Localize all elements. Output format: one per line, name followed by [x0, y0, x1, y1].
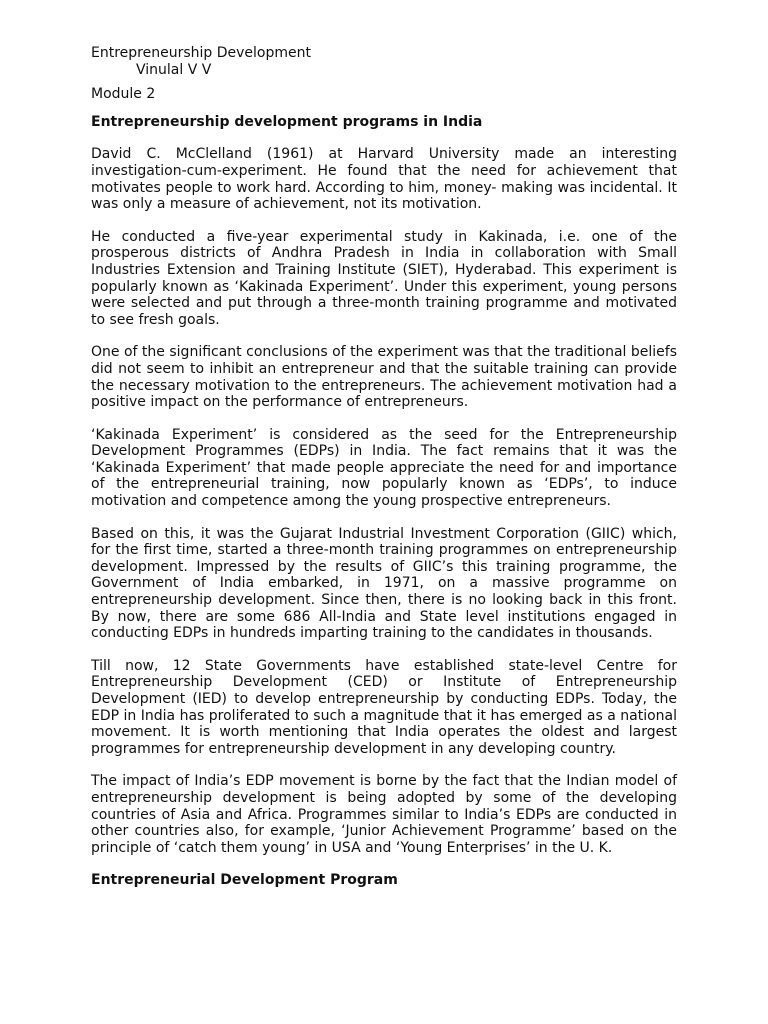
paragraph-conclusions: One of the significant conclusions of the experiment was that the traditional beliefs did not seem to inhibit an entrepreneur and that the suitable training can provide the necessary motivation to the entrepreneurs. The achievement motivation had a positive impact on the performance of entrepreneurs.: [91, 344, 677, 411]
paragraph-giic: Based on this, it was the Gujarat Industrial Investment Corporation (GIIC) which, for the first time, started a three-month training programmes on entrepreneurship development. Impressed by the results of GIIC’s this training programme, the Government of India embarked, in 1971, on a massive programme on entrepreneurship development. Since then, there is no looking back in this front. By now, there are some 686 All-India and State level institutions engaged in conducting EDPs in hundreds imparting training to the candidates in thousands.: [91, 525, 677, 642]
paragraph-seed-edps: ‘Kakinada Experiment’ is considered as the seed for the Entrepreneurship Development Programmes (EDPs) in India. The fact remains that it was the ‘Kakinada Experiment’ that made people appreciate the need for and importance of the entrepreneurial training, now popularly known as ‘EDPs’, to induce motivation and competence among the young prospective entrepreneurs.: [91, 426, 677, 510]
module-label: Module 2: [91, 86, 156, 103]
paragraph-kakinada-study: He conducted a five-year experimental study in Kakinada, i.e. one of the prosperous districts of Andhra Pradesh in India in collaboration with Small Industries Extension and Training Institute (SIET), Hyderabad. This experiment is popularly known as ‘Kakinada Experiment’. Under this experiment, young persons were selected and put through a three-month training programme and motivated to see fresh goals.: [91, 228, 677, 328]
section-heading-edp-india: Entrepreneurship development programs in India: [91, 113, 483, 130]
section-heading-edp: Entrepreneurial Development Program: [91, 872, 398, 889]
paragraph-state-governments: Till now, 12 State Governments have established state-level Centre for Entrepreneurship Development (CED) or Institute of Entrepreneurship Development (IED) to develop entrepreneurship by conducting EDPs. Today, the EDP in India has proliferated to such a magnitude that it has emerged as a national movement. It is worth mentioning that India operates the oldest and largest programmes for entrepreneurship development in any developing country.: [91, 657, 677, 757]
course-title: Entrepreneurship Development: [91, 45, 311, 61]
document-page: [91, 45, 677, 889]
paragraph-impact: The impact of India’s EDP movement is borne by the fact that the Indian model of entrepreneurship development is being adopted by some of the developing countries of Asia and Africa. Programmes similar to India’s EDPs are conducted in other countries also, for example, ‘Junior Achievement Programme’ based on the principle of ‘catch them young’ in USA and ‘Young Enterprises’ in the U. K.: [91, 773, 677, 856]
author-name: Vinulal V V: [136, 61, 212, 78]
paragraph-mcclelland: David C. McClelland (1961) at Harvard University made an interesting investigation-cum-experiment. He found that the need for achievement that motivates people to work hard. According to him, money- making was incidental. It was only a measure of achievement, not its motivation.: [91, 146, 677, 213]
